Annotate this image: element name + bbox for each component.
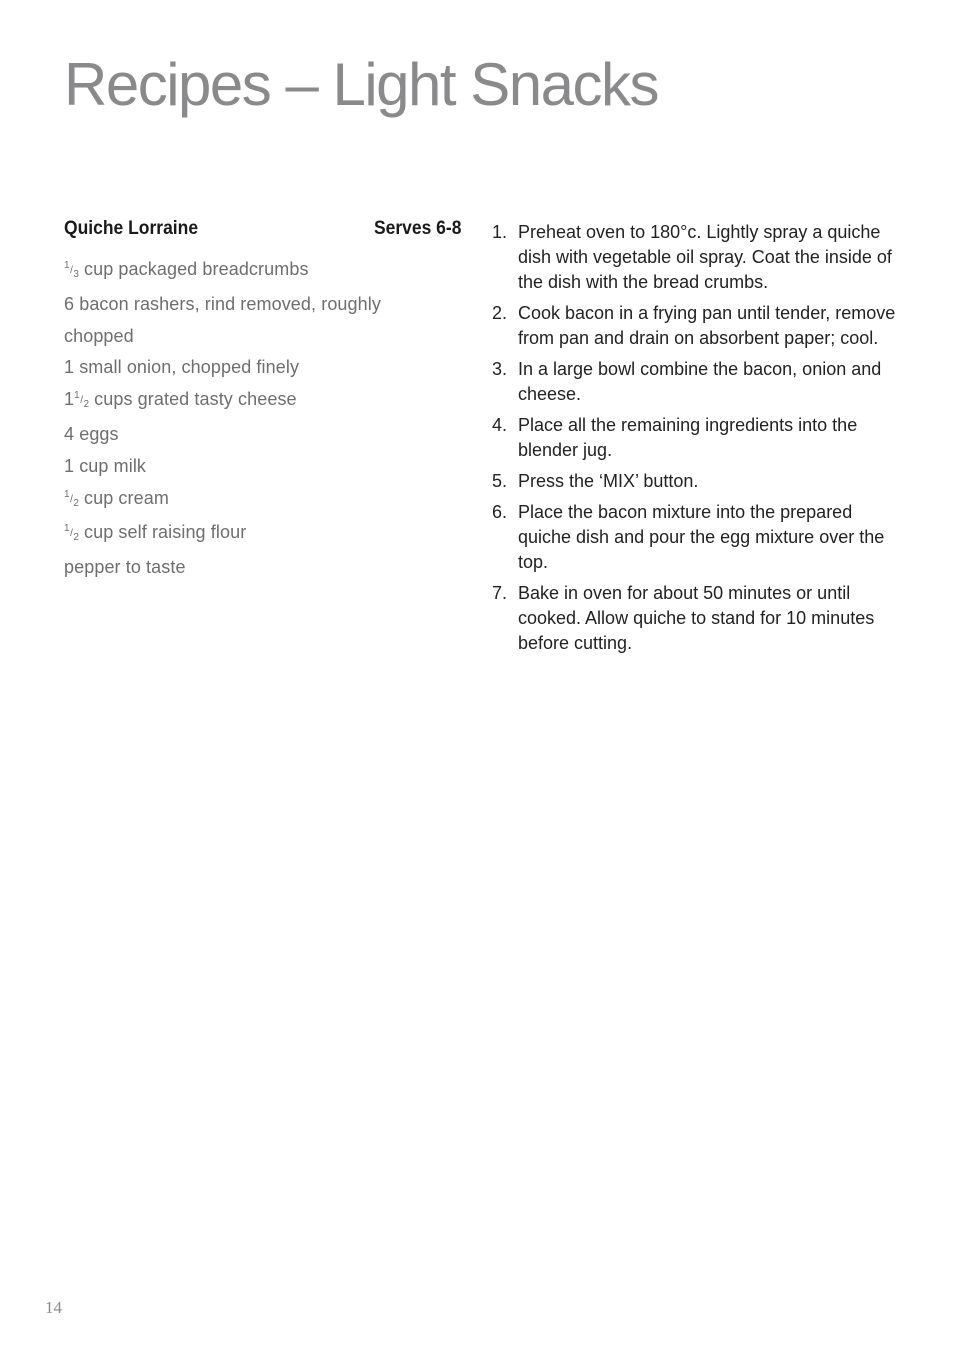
ingredient-item: chopped — [64, 325, 134, 346]
ingredient-item: 1 cup milk — [64, 455, 147, 476]
method-step: 5. Press the ‘MIX’ button. — [492, 471, 699, 491]
ingredient-item: 1/3 cup packaged breadcrumbs — [64, 259, 309, 280]
fraction: 1/2 — [64, 523, 79, 544]
method-steps — [492, 220, 902, 656]
method-column — [492, 220, 902, 662]
fraction: 1/3 — [64, 260, 79, 280]
ingredient-item: 1 small onion, chopped finely — [64, 357, 300, 378]
fraction: 1/2 — [64, 488, 79, 509]
ingredient-list — [64, 254, 462, 584]
method-step: 4. Place all the remaining ingredients into the blender jug. — [492, 415, 858, 460]
fraction: 1/2 — [74, 390, 90, 411]
page-number: 14 — [45, 1298, 62, 1317]
ingredient-item: pepper to taste — [64, 557, 186, 578]
method-step: 6. Place the bacon mixture into the prepared quiche dish and pour the egg mixture over the top. — [492, 502, 885, 572]
ingredient-item: 4 eggs — [64, 423, 119, 444]
ingredient-item: 1/2 cup cream — [64, 487, 169, 509]
recipe-serves: Serves 6-8 — [373, 218, 462, 239]
ingredients-column — [64, 218, 462, 584]
ingredient-item: 6 bacon rashers, rind removed, roughly — [64, 293, 381, 314]
recipe-name: Quiche Lorraine — [64, 218, 199, 239]
method-step: 1. Preheat oven to 180°c. Lightly spray a quiche dish with vegetable oil spray. Coat the inside of the dish with the bread crumbs. — [492, 222, 892, 292]
ingredient-item: 1/2 cup self raising flour — [64, 522, 247, 544]
recipe-header — [64, 218, 461, 248]
method-step: 7. Bake in oven for about 50 minutes or until cooked. Allow quiche to stand for 10 minutes before cutting. — [492, 583, 875, 653]
method-step: 2. Cook bacon in a frying pan until tender, remove from pan and drain on absorbent paper; cool. — [492, 303, 896, 348]
method-step: 3. In a large bowl combine the bacon, onion and cheese. — [492, 359, 882, 404]
ingredient-item: 11/2 cups grated tasty cheese — [64, 389, 297, 411]
page-title: Recipes – Light Snacks — [64, 51, 659, 118]
